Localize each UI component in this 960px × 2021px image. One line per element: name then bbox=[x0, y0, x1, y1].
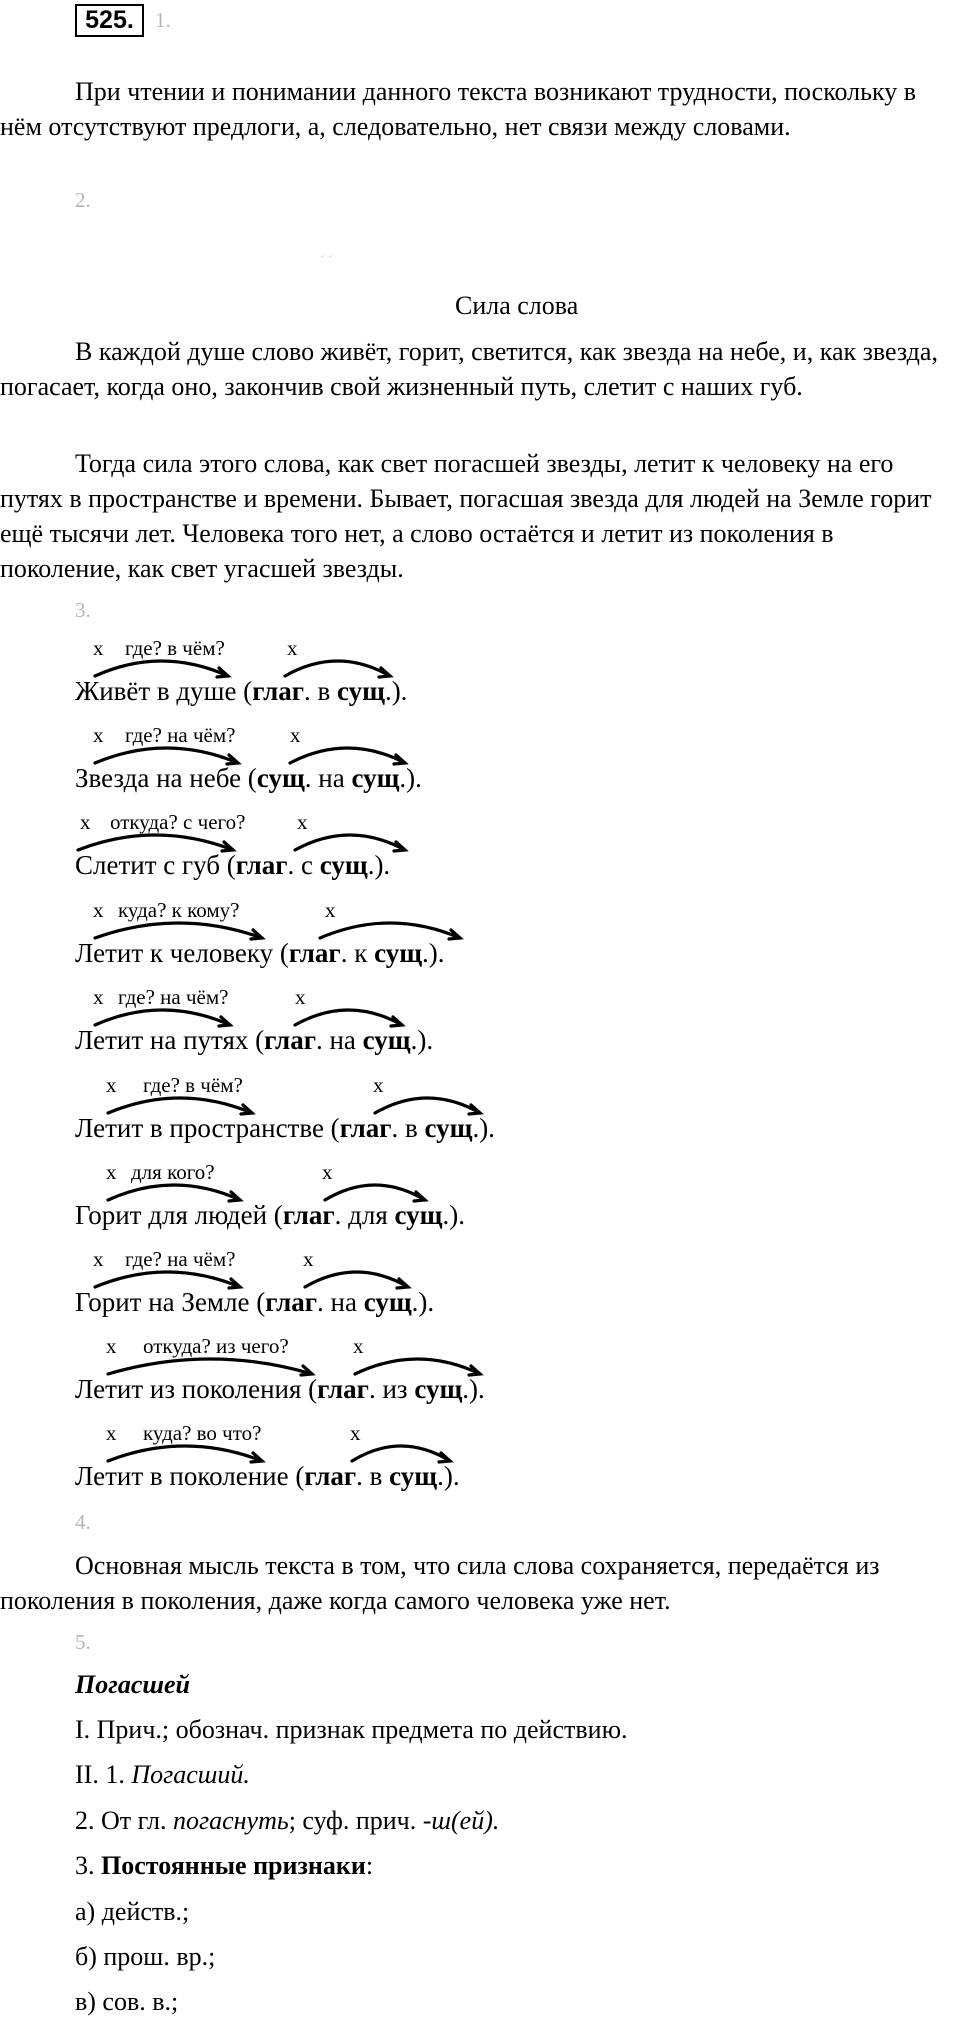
phrase-marker-x: x bbox=[106, 1421, 117, 1445]
question-arc bbox=[108, 1446, 262, 1461]
phrase-text: Горит для людей ( bbox=[75, 1200, 283, 1230]
phrase-line bbox=[75, 850, 390, 881]
phrase-end: .). bbox=[399, 763, 422, 793]
arc-arrowhead bbox=[394, 842, 405, 851]
phrase-line bbox=[75, 763, 422, 794]
morph-line-2-prefix: II. 1. bbox=[75, 1760, 132, 1789]
phrase-main-pos: сущ bbox=[256, 763, 305, 793]
phrase-marker-x: x bbox=[303, 1247, 314, 1271]
connection-arc bbox=[305, 1272, 408, 1287]
phrase-line bbox=[75, 938, 445, 969]
phrase-marker-x: x bbox=[106, 1073, 117, 1097]
morph-line-2 bbox=[75, 1758, 250, 1792]
arc-arrowhead bbox=[449, 930, 460, 939]
phrase-marker-x: x bbox=[290, 723, 301, 747]
section-5-label: 5. bbox=[75, 1630, 91, 1654]
phrase-main-pos: глаг bbox=[265, 1287, 318, 1317]
phrase-main-pos: глаг bbox=[288, 938, 341, 968]
connection-arc bbox=[320, 923, 460, 938]
phrase-line bbox=[75, 1461, 460, 1492]
connection-arc bbox=[352, 1446, 450, 1461]
phrase-line bbox=[75, 1025, 433, 1056]
phrase-main-pos: глаг bbox=[264, 1025, 316, 1055]
phrase-line bbox=[75, 1113, 495, 1144]
phrase-text: Горит на Земле ( bbox=[75, 1287, 266, 1317]
phrase-prep: . в bbox=[304, 676, 337, 706]
phrase-marker-x: x bbox=[350, 1421, 361, 1445]
answer-1-paragraph: При чтении и понимании данного текста возникают трудности, поскольку в нём отсутствуют предлоги, а, следовательно, нет связи между словами. bbox=[0, 77, 917, 141]
phrase-end: .). bbox=[442, 1200, 465, 1230]
phrase-end: .). bbox=[462, 1374, 485, 1404]
story-paragraph-2: Тогда сила этого слова, как свет погасшей звезды, летит к человеку на его путях в пространстве и времени. Бывает, погасшая звезда для людей на Земле горит ещё тысячи лет. Человека того нет, а слово остаётся и летит из поколения в поколение, как свет угасшей звезды. bbox=[0, 449, 932, 583]
section-2-label: 2. bbox=[75, 188, 91, 212]
phrase-question: где? в чём? bbox=[143, 1073, 243, 1097]
question-arc bbox=[108, 1185, 240, 1200]
phrase-prep: . на bbox=[315, 1025, 363, 1055]
phrase-text: Летит в пространстве ( bbox=[75, 1113, 340, 1143]
phrase-dep-pos: сущ bbox=[394, 1200, 443, 1230]
phrase-text: Летит на путях ( bbox=[75, 1025, 265, 1055]
connection-arc bbox=[355, 1359, 480, 1374]
phrase-main-pos: глаг bbox=[339, 1113, 392, 1143]
phrase-main-pos: глаг bbox=[282, 1200, 335, 1230]
phrase-main-pos: глаг bbox=[304, 1461, 357, 1491]
morph-line-4 bbox=[75, 1849, 373, 1883]
phrase-prep: . к bbox=[340, 938, 375, 968]
morph-line-3-mid: ; суф. прич. bbox=[288, 1806, 423, 1835]
phrase-marker-x: x bbox=[297, 810, 308, 834]
phrase-text: Летит в поколение ( bbox=[75, 1461, 305, 1491]
morph-line-5: а) действ.; bbox=[75, 1897, 190, 1926]
question-arc bbox=[95, 661, 228, 676]
morph-line-3-suffix: -ш(ей). bbox=[422, 1806, 500, 1835]
phrase-line bbox=[75, 1200, 465, 1231]
connection-arc bbox=[325, 1185, 425, 1200]
phrase-marker-x: x bbox=[325, 898, 336, 922]
phrase-question: куда? во что? bbox=[143, 1421, 262, 1445]
phrase-question: для кого? bbox=[131, 1160, 215, 1184]
phrase-text: Летит из поколения ( bbox=[75, 1374, 318, 1404]
phrase-prep: . для bbox=[334, 1200, 395, 1230]
phrase-end: .). bbox=[367, 850, 391, 880]
phrase-dep-pos: сущ bbox=[362, 1025, 411, 1055]
phrase-end: .). bbox=[422, 938, 445, 968]
phrase-prep: . с bbox=[287, 850, 320, 880]
phrase-text: Живёт в душе ( bbox=[75, 676, 253, 706]
phrase-marker-x: x bbox=[353, 1334, 364, 1358]
question-arc bbox=[108, 1359, 312, 1374]
connection-arc bbox=[295, 1010, 402, 1025]
question-arc bbox=[95, 1010, 230, 1025]
morph-line-1: I. Прич.; обознач. признак предмета по действию. bbox=[75, 1715, 628, 1744]
morph-line-4-bold: Постоянные признаки bbox=[101, 1851, 366, 1880]
faint-mark: ˊ ˊ bbox=[320, 254, 333, 269]
phrase-end: .). bbox=[411, 1287, 435, 1317]
phrase-main-pos: глаг bbox=[252, 676, 304, 706]
morph-line-3-prefix: 2. От гл. bbox=[75, 1806, 173, 1835]
phrase-marker-x: x bbox=[106, 1334, 117, 1358]
section-4-label: 4. bbox=[75, 1510, 91, 1534]
phrase-line bbox=[75, 676, 407, 707]
phrase-main-pos: глаг bbox=[235, 850, 288, 880]
phrase-marker-x: x bbox=[93, 636, 104, 660]
phrase-line bbox=[75, 1287, 434, 1318]
phrase-line bbox=[75, 1374, 485, 1405]
phrase-prep: . в bbox=[356, 1461, 390, 1491]
phrase-marker-x: x bbox=[93, 985, 104, 1009]
phrase-text: Звезда на небе ( bbox=[75, 763, 257, 793]
morph-line-3 bbox=[75, 1804, 499, 1838]
phrase-dep-pos: сущ bbox=[414, 1374, 463, 1404]
phrase-marker-x: x bbox=[93, 898, 104, 922]
phrase-marker-x: x bbox=[93, 723, 104, 747]
morph-word: Погасшей bbox=[75, 1670, 191, 1699]
question-arc bbox=[108, 1098, 252, 1113]
answer-4-paragraph: Основная мысль текста в том, что сила слова сохраняется, передаётся из поколения в поколения, даже когда самого человека уже нет. bbox=[0, 1551, 880, 1615]
phrase-marker-x: x bbox=[106, 1160, 117, 1184]
story-paragraph-1: В каждой душе слово живёт, горит, светится, как звезда на небе, и, как звезда, погасает, когда оно, закончив свой жизненный путь, слетит с наших губ. bbox=[0, 337, 938, 401]
phrase-marker-x: x bbox=[373, 1073, 384, 1097]
morph-line-3-verb: погаснуть bbox=[172, 1806, 289, 1835]
question-arc bbox=[95, 923, 262, 938]
phrase-question: где? на чём? bbox=[125, 1247, 236, 1271]
phrase-marker-x: x bbox=[295, 985, 306, 1009]
phrase-question: откуда? из чего? bbox=[143, 1334, 289, 1358]
morph-line-4-prefix: 3. bbox=[75, 1851, 101, 1880]
phrase-prep: . на bbox=[317, 1287, 364, 1317]
phrase-prep: . в bbox=[391, 1113, 425, 1143]
phrase-end: .). bbox=[384, 676, 408, 706]
phrase-end: .). bbox=[472, 1113, 495, 1143]
morph-line-2-italic: Погасший. bbox=[131, 1760, 250, 1789]
connection-arc bbox=[375, 1098, 480, 1113]
phrase-prep: . на bbox=[304, 763, 352, 793]
phrase-question: откуда? с чего? bbox=[110, 810, 246, 834]
phrase-dep-pos: сущ bbox=[374, 938, 422, 968]
connection-arc bbox=[295, 835, 405, 850]
phrase-end: .). bbox=[410, 1025, 434, 1055]
phrase-end: .). bbox=[437, 1461, 460, 1491]
phrase-marker-x: x bbox=[80, 810, 91, 834]
phrase-question: куда? к кому? bbox=[118, 898, 240, 922]
phrase-marker-x: x bbox=[287, 636, 298, 660]
question-arc bbox=[95, 1272, 240, 1287]
morph-line-6: б) прош. вр.; bbox=[75, 1942, 216, 1971]
phrase-main-pos: глаг bbox=[317, 1374, 369, 1404]
question-arc bbox=[78, 835, 233, 850]
phrase-dep-pos: сущ bbox=[363, 1287, 412, 1317]
phrase-question: где? на чём? bbox=[118, 985, 229, 1009]
story-title: Сила слова bbox=[455, 291, 579, 320]
phrase-dep-pos: сущ bbox=[424, 1113, 473, 1143]
exercise-number: 525. bbox=[75, 4, 144, 37]
phrase-question: где? на чём? bbox=[125, 723, 236, 747]
phrase-dep-pos: сущ bbox=[389, 1461, 438, 1491]
question-arc bbox=[95, 748, 238, 763]
phrase-dep-pos: сущ bbox=[337, 676, 385, 706]
phrase-text: Слетит с губ ( bbox=[75, 850, 236, 880]
phrase-marker-x: x bbox=[93, 1247, 104, 1271]
phrase-prep: . из bbox=[368, 1374, 415, 1404]
phrase-marker-x: x bbox=[322, 1160, 333, 1184]
phrase-text: Летит к человеку ( bbox=[75, 938, 289, 968]
section-3-label: 3. bbox=[75, 598, 91, 622]
morph-line-4-end: : bbox=[365, 1851, 374, 1880]
connection-arc bbox=[290, 748, 405, 763]
morph-line-7: в) сов. в.; bbox=[75, 1987, 179, 2016]
phrase-question: где? в чём? bbox=[125, 636, 225, 660]
phrase-dep-pos: сущ bbox=[319, 850, 368, 880]
section-1-label: 1. bbox=[155, 8, 171, 32]
connection-arc bbox=[285, 661, 390, 676]
phrase-dep-pos: сущ bbox=[351, 763, 400, 793]
